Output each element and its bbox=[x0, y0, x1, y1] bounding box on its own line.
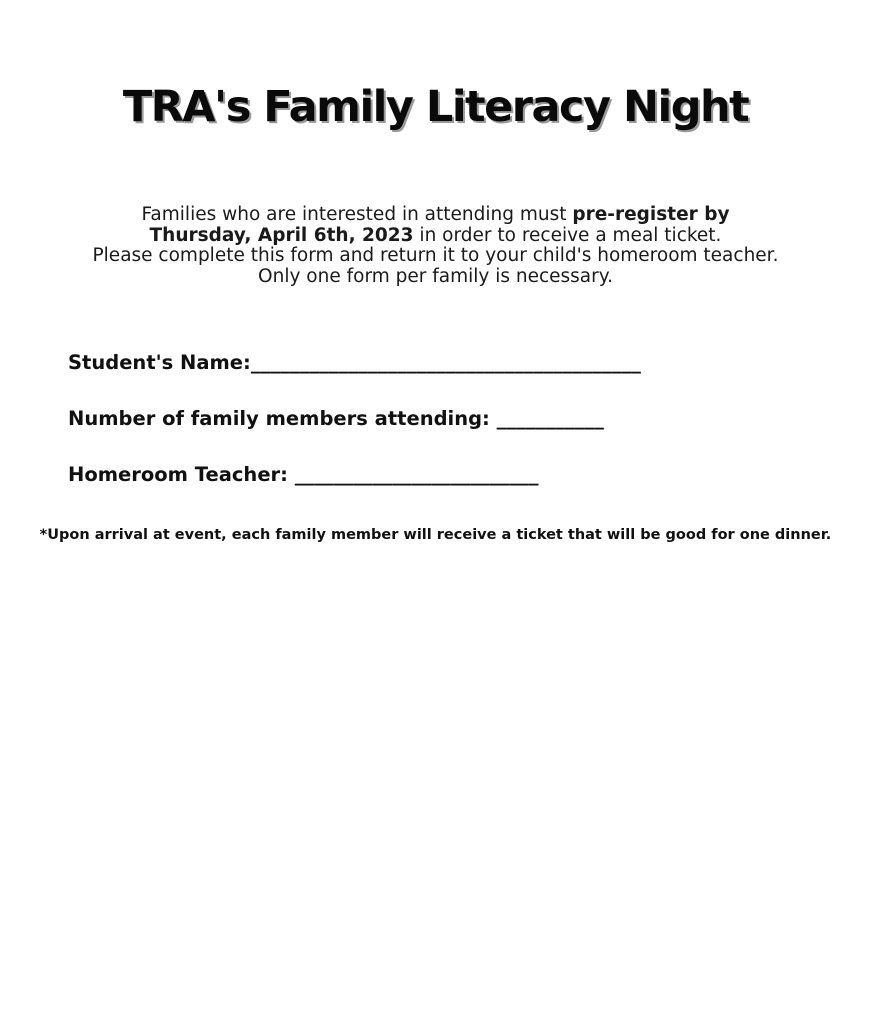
intro-line-1-text: Families who are interested in attending must bbox=[141, 204, 573, 225]
family-members-label: Number of family members attending: bbox=[68, 407, 497, 430]
intro-deadline-date: Thursday, April 6th, 2023 bbox=[149, 224, 414, 246]
student-name-blank[interactable]: ________________________________________ bbox=[250, 351, 641, 374]
homeroom-teacher-blank[interactable]: _________________________ bbox=[294, 463, 539, 486]
intro-line-1 bbox=[60, 205, 811, 226]
intro-line-3: Please complete this form and return it to your child's homeroom teacher. bbox=[92, 245, 779, 266]
intro-paragraph bbox=[60, 205, 811, 287]
intro-line-2 bbox=[60, 226, 811, 247]
homeroom-teacher-field[interactable] bbox=[68, 463, 539, 486]
page-title: TRA's Family Literacy Night bbox=[122, 82, 749, 132]
intro-line-2-text: in order to receive a meal ticket. bbox=[413, 224, 722, 246]
student-name-field[interactable] bbox=[68, 351, 641, 374]
family-members-field[interactable] bbox=[68, 407, 604, 430]
student-name-label: Student's Name: bbox=[68, 351, 251, 374]
intro-line-1-bold: pre-register by bbox=[572, 204, 730, 225]
intro-line-4: Only one form per family is necessary. bbox=[258, 265, 613, 287]
homeroom-teacher-label: Homeroom Teacher: bbox=[68, 463, 295, 486]
footnote: *Upon arrival at event, each family member will receive a ticket that will be good for one dinner. bbox=[39, 527, 832, 543]
family-members-blank[interactable]: ___________ bbox=[496, 407, 604, 430]
